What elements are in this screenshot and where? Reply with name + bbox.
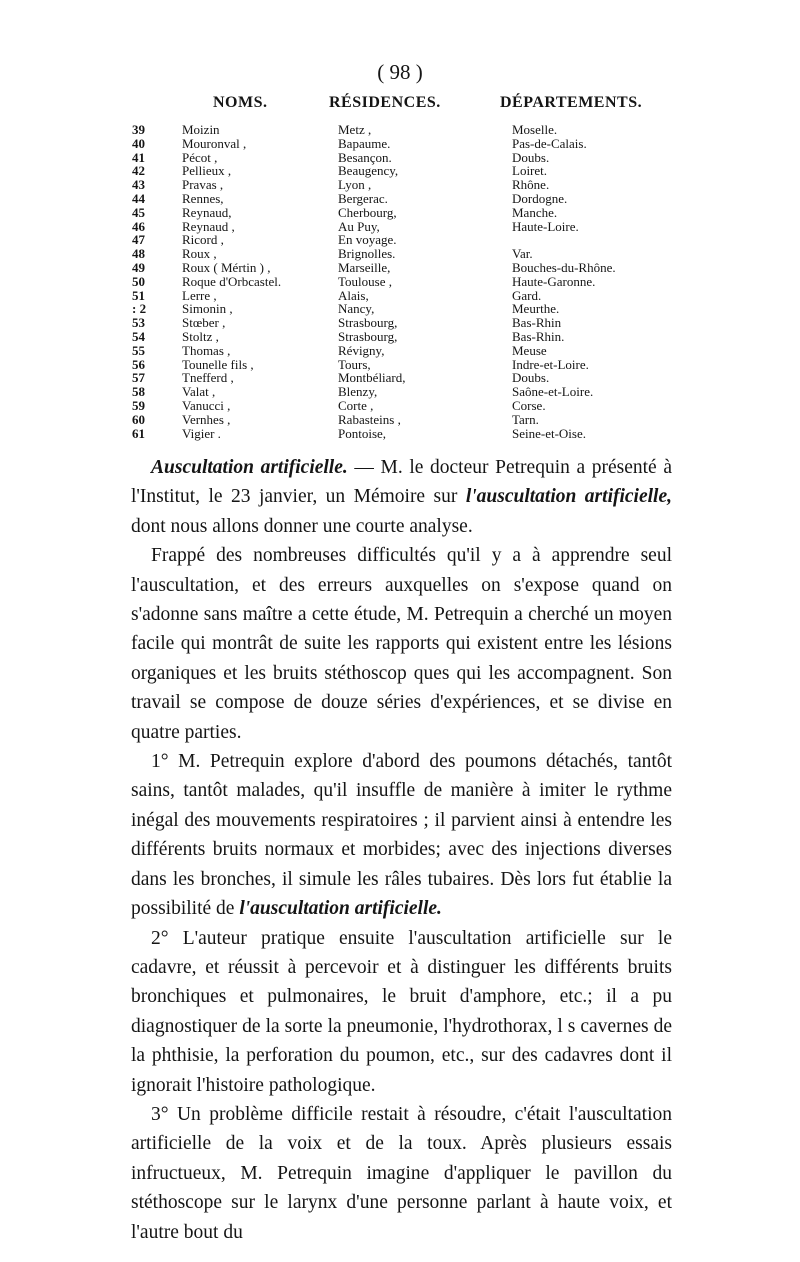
row-departement: Haute-Loire. (512, 218, 579, 234)
table-row (0, 123, 800, 137)
row-residence: Corte , (338, 398, 374, 413)
row-number: 50 (132, 273, 145, 289)
row-residence: Brignolles. (338, 246, 396, 262)
row-departement: Seine-et-Oise. (512, 425, 587, 441)
row-departement: Gard. (512, 287, 542, 303)
row-residence: Révigny, (338, 342, 385, 358)
row-residence: Strasbourg, (338, 329, 398, 344)
table-row (0, 399, 800, 413)
section-title: Auscultation artificielle. (151, 457, 348, 478)
table-row (0, 413, 800, 427)
row-number: 56 (132, 356, 145, 372)
row-name: Lerre , (182, 287, 217, 303)
row-residence: Pontoise, (338, 425, 387, 441)
row-number: 57 (132, 370, 145, 386)
row-departement: Haute-Garonne. (512, 273, 596, 289)
table-row (0, 275, 800, 289)
row-name: Pellieux , (182, 163, 232, 179)
paragraph-3 (131, 747, 672, 923)
row-residence: Au Puy, (338, 218, 380, 234)
row-name: Roux ( Mértin ) , (182, 260, 271, 275)
table-row (0, 316, 800, 330)
header-residences: RÉSIDENCES. (329, 94, 441, 111)
table-row (0, 427, 800, 441)
row-number: 59 (132, 398, 145, 413)
table-row (0, 330, 800, 344)
paragraph-4: 2° L'auteur pratique ensuite l'auscultation artificielle sur le cadavre, et réussit à percevoir et à distinguer les différents bruits bronchiques et pulmonaires, le bruit d'amphore, etc.; il a pu diagnostiquer de la sorte la pneumonie, l'hydrothorax, l s cavernes de la phthisie, la perforation du poumon, etc., sur des cadavres dont il ignorait l'histoire pathologique. (131, 927, 672, 1096)
row-name: Reynaud, (182, 204, 232, 220)
row-departement: Corse. (512, 398, 546, 413)
row-residence: Beaugency, (338, 163, 399, 179)
row-number: 54 (132, 329, 145, 344)
row-number: 45 (132, 204, 145, 220)
row-name: Stoltz , (182, 329, 219, 344)
row-departement: Rhône. (512, 177, 550, 193)
row-departement: Meurthe. (512, 301, 560, 317)
table-row (0, 206, 800, 220)
row-number: 47 (132, 232, 145, 248)
row-number: : 2 (132, 301, 147, 317)
row-number: 48 (132, 246, 145, 262)
paragraph-2: Frappé des nombreuses difficultés qu'il y a à apprendre seul l'auscultation, et des erreurs auxquelles on s'expose quand on s'adonne sans maître a cette étude, M. Petrequin a cherché un moyen facile qui montrât de suite les rapports qui existent entre les lésions organiques et les bruits stéthoscop ques qui les accompagnent. Son travail se compose de douze séries d'expériences, et se divise en quatre parties. (131, 545, 672, 743)
row-number: 61 (132, 425, 145, 441)
row-name: Mouronval , (182, 135, 247, 151)
row-departement: Bas-Rhin. (512, 329, 565, 344)
row-residence: Nancy, (338, 301, 375, 317)
paragraph-intro (131, 453, 672, 541)
row-departement: Saône-et-Loire. (512, 384, 594, 400)
row-name: Simonin , (182, 301, 233, 317)
row-residence: Besançon. (338, 149, 392, 165)
row-number: 43 (132, 177, 145, 193)
row-residence: Montbéliard, (338, 370, 406, 386)
header-noms: NOMS. (213, 94, 268, 111)
row-name: Rennes, (182, 191, 224, 206)
row-departement: Meuse (512, 342, 547, 358)
intro-text-a: — M. le docteur Petrequin a présenté à l'Institut, le 23 janvier, un Mémoire sur (131, 457, 672, 508)
row-name: Thomas , (182, 342, 231, 358)
row-name: Valat , (182, 384, 216, 400)
row-number: 58 (132, 384, 145, 400)
row-departement: Dordogne. (512, 191, 568, 206)
row-departement: Moselle. (512, 122, 558, 137)
table-row (0, 344, 800, 358)
table-row (0, 233, 800, 247)
row-name: Stœber , (182, 315, 226, 331)
row-name: Roux , (182, 246, 217, 262)
row-departement: Var. (512, 246, 533, 262)
row-name: Vanucci , (182, 398, 231, 413)
table-row (0, 164, 800, 178)
article-body (131, 453, 672, 1247)
row-departement: Loiret. (512, 163, 548, 179)
table-row (0, 137, 800, 151)
table-row (0, 289, 800, 303)
row-number: 46 (132, 218, 145, 234)
header-departements: DÉPARTEMENTS. (500, 94, 643, 111)
table-row (0, 371, 800, 385)
row-residence: Rabasteins , (338, 411, 401, 427)
row-number: 55 (132, 342, 145, 358)
row-name: Pécot , (182, 149, 218, 165)
row-number: 40 (132, 135, 145, 151)
row-residence: Blenzy, (338, 384, 378, 400)
paragraph-3-text: 1° M. Petrequin explore d'abord des poumons détachés, tantôt sains, tantôt malades, qu'il insuffle de manière à imiter le rythme inégal des mouvements respiratoires ; il parvient ainsi à entendre les différents bruits normaux et morbides; avec des injections diverses dans les bronches, il simule les râles tubaires. Dès lors fut établie la possibilité de (131, 751, 672, 920)
row-residence: Lyon , (338, 177, 372, 193)
row-name: Vernhes , (182, 411, 231, 427)
row-number: 41 (132, 149, 145, 165)
row-departement: Bas-Rhin (512, 315, 562, 331)
row-number: 49 (132, 260, 145, 275)
row-residence: Toulouse , (338, 273, 392, 289)
row-departement: Bouches-du-Rhône. (512, 260, 616, 275)
paragraph-3-emphasis: l'auscultation artificielle. (239, 898, 442, 920)
row-residence: Cherbourg, (338, 204, 397, 220)
row-name: Moizin (182, 122, 220, 137)
table-row (0, 302, 800, 316)
row-departement: Pas-de-Calais. (512, 135, 587, 151)
table-row (0, 385, 800, 399)
row-departement: Doubs. (512, 370, 550, 386)
row-name: Tnefferd , (182, 370, 234, 386)
row-residence: Tours, (338, 356, 371, 372)
page-number: ( 98 ) (377, 60, 423, 84)
row-number: 42 (132, 163, 145, 179)
row-residence: Bapaume. (338, 135, 391, 151)
table-row (0, 192, 800, 206)
row-name: Vigier . (182, 425, 221, 441)
row-number: 44 (132, 191, 145, 206)
row-number: 51 (132, 287, 145, 303)
row-name: Pravas , (182, 177, 224, 193)
row-residence: En voyage. (338, 232, 397, 248)
paragraph-5: 3° Un problème difficile restait à résoudre, c'était l'auscultation artificielle de la voix et de la toux. Après plusieurs essais infructueux, M. Petrequin imagine d'appliquer le pavillon du stéthoscope sur le larynx d'une personne parlant à haute voix, et l'autre bout du (131, 1103, 672, 1243)
row-departement: Doubs. (512, 149, 550, 165)
row-number: 53 (132, 315, 145, 331)
row-residence: Metz , (338, 122, 372, 137)
row-number: 60 (132, 411, 145, 427)
table-row (0, 151, 800, 165)
table-row (0, 178, 800, 192)
row-departement: Tarn. (512, 411, 539, 427)
intro-emphasis: l'auscultation artificielle, (465, 486, 672, 508)
row-departement: Manche. (512, 204, 558, 220)
row-name: Ricord , (182, 232, 224, 248)
row-residence: Strasbourg, (338, 315, 398, 331)
row-residence: Marseille, (338, 260, 391, 275)
row-name: Roque d'Orbcastel. (182, 273, 282, 289)
row-name: Tounelle fils , (182, 356, 254, 372)
row-residence: Alais, (338, 287, 369, 303)
table-row (0, 247, 800, 261)
row-residence: Bergerac. (338, 191, 388, 206)
intro-text-b: dont nous allons donner une courte analyse. (131, 515, 473, 537)
row-departement: Indre-et-Loire. (512, 356, 589, 372)
row-name: Reynaud , (182, 218, 235, 234)
table-row (0, 220, 800, 234)
table-row (0, 261, 800, 275)
row-number: 39 (132, 122, 145, 137)
